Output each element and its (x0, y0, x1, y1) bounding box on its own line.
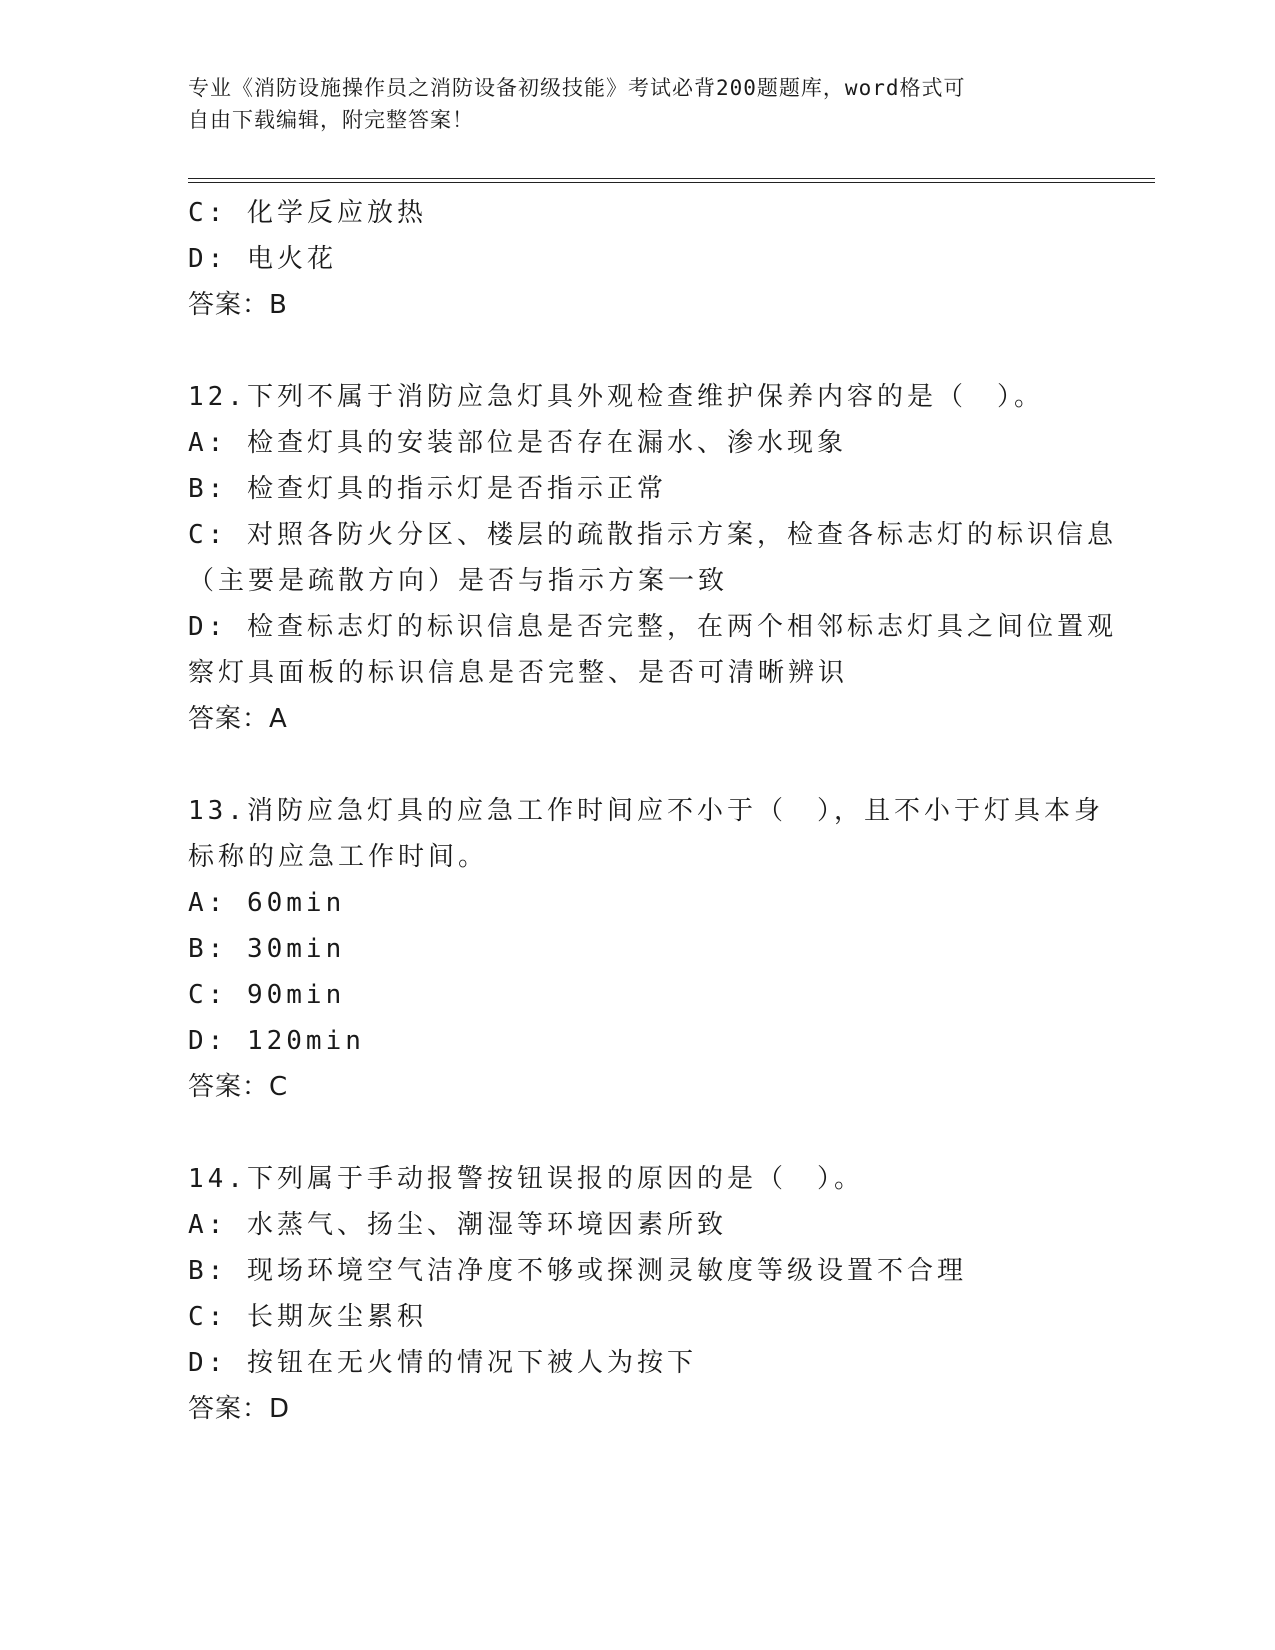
question-stem-continued: 标称的应急工作时间。 (188, 842, 489, 872)
option-d-continued: 察灯具面板的标识信息是否完整、是否可清晰辨识 (188, 658, 849, 688)
option-c-continued: （主要是疏散方向）是否与指示方案一致 (188, 566, 729, 596)
option-a: A: 水蒸气、扬尘、潮湿等环境因素所致 (188, 1210, 727, 1240)
header-title-line-2: 自由下载编辑，附完整答案！ (188, 108, 474, 132)
option-c: C: 90min (188, 980, 346, 1010)
spacer (188, 1110, 1088, 1156)
question-stem: 12.下列不属于消防应急灯具外观检查维护保养内容的是（ ）。 (188, 382, 1044, 412)
header-title-line-1: 专业《消防设施操作员之消防设备初级技能》考试必背200题题库，word格式可 (188, 76, 966, 100)
option-b: B: 现场环境空气洁净度不够或探测灵敏度等级设置不合理 (188, 1256, 967, 1286)
option-a: A: 检查灯具的安装部位是否存在漏水、渗水现象 (188, 428, 847, 458)
option-c: C: 化学反应放热 (188, 198, 427, 228)
question-block-11-carryover (188, 190, 1088, 328)
header-double-rule (188, 178, 1155, 183)
question-stem: 14.下列属于手动报警按钮误报的原因的是（ ）。 (188, 1164, 864, 1194)
option-d: D: 电火花 (188, 244, 337, 274)
answer-line: 答案：B (188, 290, 288, 320)
option-d: D: 检查标志灯的标识信息是否完整，在两个相邻标志灯具之间位置观 (188, 612, 1117, 642)
option-c: C: 长期灰尘累积 (188, 1302, 427, 1332)
option-b: B: 检查灯具的指示灯是否指示正常 (188, 474, 667, 504)
question-block-12 (188, 374, 1117, 742)
answer-line: 答案：A (188, 704, 288, 734)
document-header (188, 72, 1068, 136)
spacer (188, 328, 1088, 374)
option-b: B: 30min (188, 934, 346, 964)
spacer (188, 742, 1088, 788)
option-c: C: 对照各防火分区、楼层的疏散指示方案，检查各标志灯的标识信息 (188, 520, 1117, 550)
answer-line: 答案：C (188, 1072, 289, 1102)
question-block-14 (188, 1156, 1088, 1432)
answer-line: 答案：D (188, 1394, 291, 1424)
option-d: D: 120min (188, 1026, 365, 1056)
question-content (188, 190, 1117, 1432)
question-stem: 13.消防应急灯具的应急工作时间应不小于（ ），且不小于灯具本身 (188, 796, 1104, 826)
option-a: A: 60min (188, 888, 346, 918)
option-d: D: 按钮在无火情的情况下被人为按下 (188, 1348, 697, 1378)
question-block-13 (188, 788, 1104, 1110)
